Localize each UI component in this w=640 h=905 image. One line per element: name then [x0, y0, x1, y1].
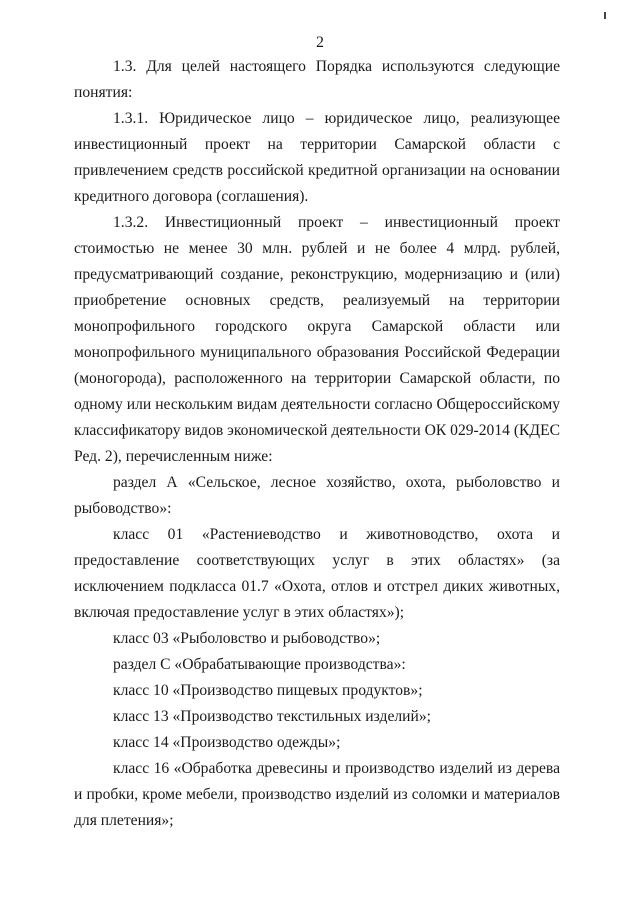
scan-mark [604, 12, 606, 19]
class-16-item: класс 16 «Обработка древесины и производство изделий из дерева и пробки, кроме мебели, производство изделий из соломки и материалов для плетения»; [74, 760, 560, 829]
page-number: 2 [316, 34, 324, 51]
class-01-item: класс 01 «Растениеводство и животноводство, охота и предоставление соответствующих услуг в этих областях» (за исключением подкласса 01.7 «Охота, отлов и отстрел диких животных, включая предоставление услуг в этих областях»); [74, 526, 560, 621]
class-03-item: класс 03 «Рыболовство и рыбоводство»; [113, 630, 381, 647]
paragraph-1-3-1: 1.3.1. Юридическое лицо – юридическое лицо, реализующее инвестиционный проект на территории Самарской области с привлечением средств российской кредитной организации на основании кредитного договора (соглашения). [74, 110, 560, 205]
class-13-item: класс 13 «Производство текстильных изделий»; [113, 708, 431, 725]
paragraph-1-3: 1.3. Для целей настоящего Порядка используются следующие понятия: [74, 58, 560, 101]
section-c-item: раздел С «Обрабатывающие производства»: [113, 656, 406, 673]
class-14-item: класс 14 «Производство одежды»; [113, 734, 341, 751]
document-body [74, 54, 560, 834]
paragraph-1-3-2: 1.3.2. Инвестиционный проект – инвестиционный проект стоимостью не менее 30 млн. рублей и не более 4 млрд. рублей, предусматривающий создание, реконструкцию, модернизацию и (или) приобретение основных средств, реализуемый на территории монопрофильного городского округа Самарской области или монопрофильного муниципального образования Российской Федерации (моногорода), расположенного на территории Самарской области, по одному или нескольким видам деятельности согласно Общероссийскому классификатору видов экономической деятельности ОК 029-2014 (КДЕС Ред. 2), перечисленным ниже: [74, 214, 560, 465]
section-a-item: раздел А «Сельское, лесное хозяйство, охота, рыболовство и рыбоводство»: [74, 474, 560, 517]
class-10-item: класс 10 «Производство пищевых продуктов»; [113, 682, 423, 699]
